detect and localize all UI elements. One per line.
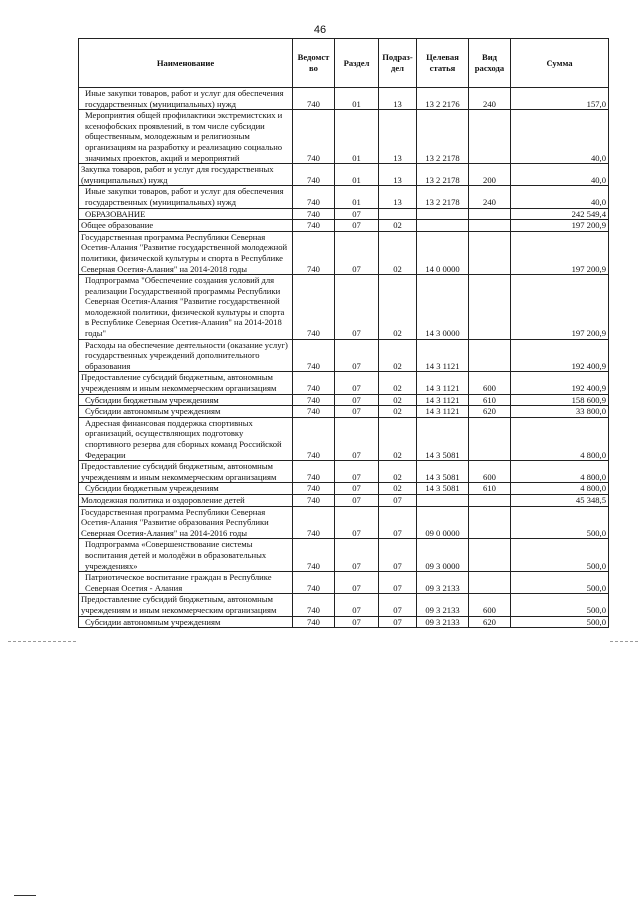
cell-target: 09 3 2133 <box>417 616 469 628</box>
cell-sum: 40,0 <box>511 110 609 164</box>
cell-section: 07 <box>335 494 379 506</box>
cell-type <box>469 506 511 539</box>
table-row <box>79 394 609 406</box>
cell-sum: 4 800,0 <box>511 461 609 483</box>
cell-type <box>469 339 511 372</box>
cell-target: 14 3 1121 <box>417 372 469 394</box>
table-row <box>79 110 609 164</box>
cell-section: 01 <box>335 186 379 208</box>
cell-subsection: 07 <box>379 494 417 506</box>
cell-dept: 740 <box>293 220 335 232</box>
cell-name: Мероприятия общей профилактики экстремистских и ксенофобских проявлений, в том числе субсидии общественным, молодежным и религиозным организациям на разработку и реализацию социально значимых проектов, акций и мероприятий <box>79 110 293 164</box>
cell-type: 600 <box>469 461 511 483</box>
cell-name: Патриотическое воспитание граждан в Республике Северная Осетия - Алания <box>79 572 293 594</box>
table-row <box>79 483 609 495</box>
header-sum: Сумма <box>511 39 609 88</box>
cell-name: ОБРАЗОВАНИЕ <box>79 208 293 220</box>
cell-sum: 197 200,9 <box>511 220 609 232</box>
cell-name: Молодежная политика и оздоровление детей <box>79 494 293 506</box>
cell-subsection: 07 <box>379 506 417 539</box>
cell-target: 14 3 1121 <box>417 406 469 418</box>
table-row <box>79 461 609 483</box>
cell-sum: 197 200,9 <box>511 275 609 340</box>
cell-section: 07 <box>335 539 379 572</box>
table-row <box>79 494 609 506</box>
cell-sum: 192 400,9 <box>511 372 609 394</box>
table-row <box>79 406 609 418</box>
cell-sum: 500,0 <box>511 594 609 616</box>
header-type: Вид расхода <box>469 39 511 88</box>
header-name: Наименование <box>79 39 293 88</box>
cell-type <box>469 494 511 506</box>
cell-target <box>417 220 469 232</box>
cell-sum: 45 348,5 <box>511 494 609 506</box>
cell-subsection: 07 <box>379 594 417 616</box>
cell-type <box>469 539 511 572</box>
cell-section: 07 <box>335 339 379 372</box>
cell-name: Общее образование <box>79 220 293 232</box>
cell-section: 07 <box>335 372 379 394</box>
header-subsection: Подраз- дел <box>379 39 417 88</box>
cell-subsection: 02 <box>379 231 417 274</box>
cell-sum: 500,0 <box>511 506 609 539</box>
cell-type <box>469 231 511 274</box>
cell-name: Субсидии бюджетным учреждениям <box>79 394 293 406</box>
cell-section: 07 <box>335 406 379 418</box>
cell-section: 07 <box>335 208 379 220</box>
cell-type: 620 <box>469 406 511 418</box>
footer-mark <box>14 895 36 896</box>
cell-sum: 4 800,0 <box>511 483 609 495</box>
cell-section: 07 <box>335 461 379 483</box>
budget-table <box>78 38 609 628</box>
cell-target: 13 2 2178 <box>417 110 469 164</box>
cell-sum: 192 400,9 <box>511 339 609 372</box>
cell-name: Субсидии автономным учреждениям <box>79 406 293 418</box>
cell-name: Адресная финансовая поддержка спортивных организаций, осуществляющих подготовку спортивного резерва для сборных команд Российской Федерации <box>79 417 293 460</box>
cell-dept: 740 <box>293 406 335 418</box>
cell-dept: 740 <box>293 186 335 208</box>
cell-type: 610 <box>469 394 511 406</box>
cell-subsection <box>379 208 417 220</box>
cell-subsection: 07 <box>379 572 417 594</box>
cell-subsection: 02 <box>379 461 417 483</box>
cut-line-right <box>610 641 638 642</box>
cell-section: 07 <box>335 394 379 406</box>
cell-dept: 740 <box>293 483 335 495</box>
cell-section: 07 <box>335 506 379 539</box>
cell-type <box>469 208 511 220</box>
cell-section: 07 <box>335 417 379 460</box>
cell-sum: 40,0 <box>511 186 609 208</box>
cell-target: 14 3 5081 <box>417 417 469 460</box>
cell-dept: 740 <box>293 110 335 164</box>
cell-name: Подпрограмма «Совершенствование системы воспитания детей и молодёжи в образовательных учреждениях» <box>79 539 293 572</box>
cell-name: Предоставление субсидий бюджетным, автономным учреждениям и иным некоммерческим организациям <box>79 372 293 394</box>
cell-section: 01 <box>335 88 379 110</box>
cell-type: 240 <box>469 88 511 110</box>
cell-dept: 740 <box>293 539 335 572</box>
cell-subsection: 02 <box>379 417 417 460</box>
cell-target: 13 2 2178 <box>417 164 469 186</box>
cell-name: Субсидии бюджетным учреждениям <box>79 483 293 495</box>
cell-type: 240 <box>469 186 511 208</box>
cell-type: 600 <box>469 372 511 394</box>
cell-subsection: 13 <box>379 186 417 208</box>
cell-section: 07 <box>335 616 379 628</box>
cell-section: 01 <box>335 164 379 186</box>
cut-line-left <box>8 641 76 642</box>
table-row <box>79 572 609 594</box>
table-row <box>79 339 609 372</box>
cell-sum: 157,0 <box>511 88 609 110</box>
table-row <box>79 186 609 208</box>
table-row <box>79 220 609 232</box>
cell-sum: 500,0 <box>511 616 609 628</box>
table-row <box>79 506 609 539</box>
table-row <box>79 164 609 186</box>
cell-type <box>469 110 511 164</box>
cell-name: Иные закупки товаров, работ и услуг для обеспечения государственных (муниципальных) нужд <box>79 88 293 110</box>
cell-type: 620 <box>469 616 511 628</box>
cell-target <box>417 208 469 220</box>
cell-subsection: 13 <box>379 88 417 110</box>
cell-subsection: 02 <box>379 220 417 232</box>
cell-subsection: 02 <box>379 372 417 394</box>
cell-subsection: 13 <box>379 110 417 164</box>
cell-dept: 740 <box>293 88 335 110</box>
cell-type <box>469 220 511 232</box>
table-row <box>79 539 609 572</box>
cell-name: Иные закупки товаров, работ и услуг для обеспечения государственных (муниципальных) нужд <box>79 186 293 208</box>
table-body <box>79 88 609 628</box>
cell-dept: 740 <box>293 339 335 372</box>
cell-dept: 740 <box>293 417 335 460</box>
cell-name: Закупка товаров, работ и услуг для государственных (муниципальных) нужд <box>79 164 293 186</box>
cell-name: Государственная программа Республики Северная Осетия-Алания "Развитие образования Республики Северная Осетия-Алания" на 2014-2016 годы <box>79 506 293 539</box>
table-row <box>79 231 609 274</box>
table-row <box>79 275 609 340</box>
cell-dept: 740 <box>293 494 335 506</box>
header-dept: Ведомст во <box>293 39 335 88</box>
cell-target: 14 3 5081 <box>417 461 469 483</box>
cell-target <box>417 494 469 506</box>
cell-subsection: 07 <box>379 616 417 628</box>
cell-section: 07 <box>335 483 379 495</box>
cell-subsection: 02 <box>379 275 417 340</box>
table-row <box>79 616 609 628</box>
cell-subsection: 02 <box>379 483 417 495</box>
cell-sum: 40,0 <box>511 164 609 186</box>
cell-target: 14 3 5081 <box>417 483 469 495</box>
table-row <box>79 372 609 394</box>
cell-target: 09 3 2133 <box>417 594 469 616</box>
cell-name: Подпрограмма "Обеспечение создания условий для реализации Государственной программы Республики Северная Осетия-Алания "Развитие государственной молодежной политики, физической культуры и спорта в Республике Северная Осетия-Алания" на 2014-2018 годы" <box>79 275 293 340</box>
cell-dept: 740 <box>293 461 335 483</box>
table-row <box>79 88 609 110</box>
cell-dept: 740 <box>293 572 335 594</box>
cell-dept: 740 <box>293 208 335 220</box>
cell-name: Субсидии автономным учреждениям <box>79 616 293 628</box>
cell-target: 14 3 1121 <box>417 339 469 372</box>
cell-dept: 740 <box>293 594 335 616</box>
cell-section: 07 <box>335 594 379 616</box>
cell-target: 09 0 0000 <box>417 506 469 539</box>
header-section: Раздел <box>335 39 379 88</box>
page-number: 46 <box>313 24 327 36</box>
cell-name: Расходы на обеспечение деятельности (оказание услуг) государственных учреждений дополнительного образования <box>79 339 293 372</box>
cell-section: 07 <box>335 572 379 594</box>
table-row <box>79 208 609 220</box>
cell-target: 14 0 0000 <box>417 231 469 274</box>
cell-type <box>469 417 511 460</box>
cell-type: 200 <box>469 164 511 186</box>
cell-sum: 500,0 <box>511 539 609 572</box>
cell-dept: 740 <box>293 372 335 394</box>
cell-dept: 740 <box>293 231 335 274</box>
cell-section: 07 <box>335 231 379 274</box>
table-row <box>79 594 609 616</box>
cell-dept: 740 <box>293 506 335 539</box>
cell-target: 14 3 0000 <box>417 275 469 340</box>
cell-section: 07 <box>335 220 379 232</box>
cell-type <box>469 275 511 340</box>
cell-subsection: 02 <box>379 406 417 418</box>
cell-name: Государственная программа Республики Северная Осетия-Алания "Развитие государственной молодежной политики, физической культуры и спорта в Республике Северная Осетия-Алания" на 2014-2018 годы <box>79 231 293 274</box>
cell-sum: 197 200,9 <box>511 231 609 274</box>
cell-section: 07 <box>335 275 379 340</box>
cell-dept: 740 <box>293 616 335 628</box>
cell-name: Предоставление субсидий бюджетным, автономным учреждениям и иным некоммерческим организациям <box>79 594 293 616</box>
cell-dept: 740 <box>293 164 335 186</box>
cell-subsection: 02 <box>379 339 417 372</box>
header-target: Целевая статья <box>417 39 469 88</box>
cell-sum: 242 549,4 <box>511 208 609 220</box>
cell-type: 600 <box>469 594 511 616</box>
cell-target: 13 2 2176 <box>417 88 469 110</box>
cell-sum: 500,0 <box>511 572 609 594</box>
cell-target: 09 3 0000 <box>417 539 469 572</box>
table-row <box>79 417 609 460</box>
cell-sum: 4 800,0 <box>511 417 609 460</box>
cell-target: 14 3 1121 <box>417 394 469 406</box>
cell-subsection: 07 <box>379 539 417 572</box>
table-header-row <box>79 39 609 88</box>
cell-name: Предоставление субсидий бюджетным, автономным учреждениям и иным некоммерческим организациям <box>79 461 293 483</box>
cell-dept: 740 <box>293 275 335 340</box>
cell-type: 610 <box>469 483 511 495</box>
cell-section: 01 <box>335 110 379 164</box>
cell-dept: 740 <box>293 394 335 406</box>
cell-type <box>469 572 511 594</box>
cell-target: 09 3 2133 <box>417 572 469 594</box>
cell-sum: 33 800,0 <box>511 406 609 418</box>
cell-sum: 158 600,9 <box>511 394 609 406</box>
cell-subsection: 13 <box>379 164 417 186</box>
cell-subsection: 02 <box>379 394 417 406</box>
cell-target: 13 2 2178 <box>417 186 469 208</box>
